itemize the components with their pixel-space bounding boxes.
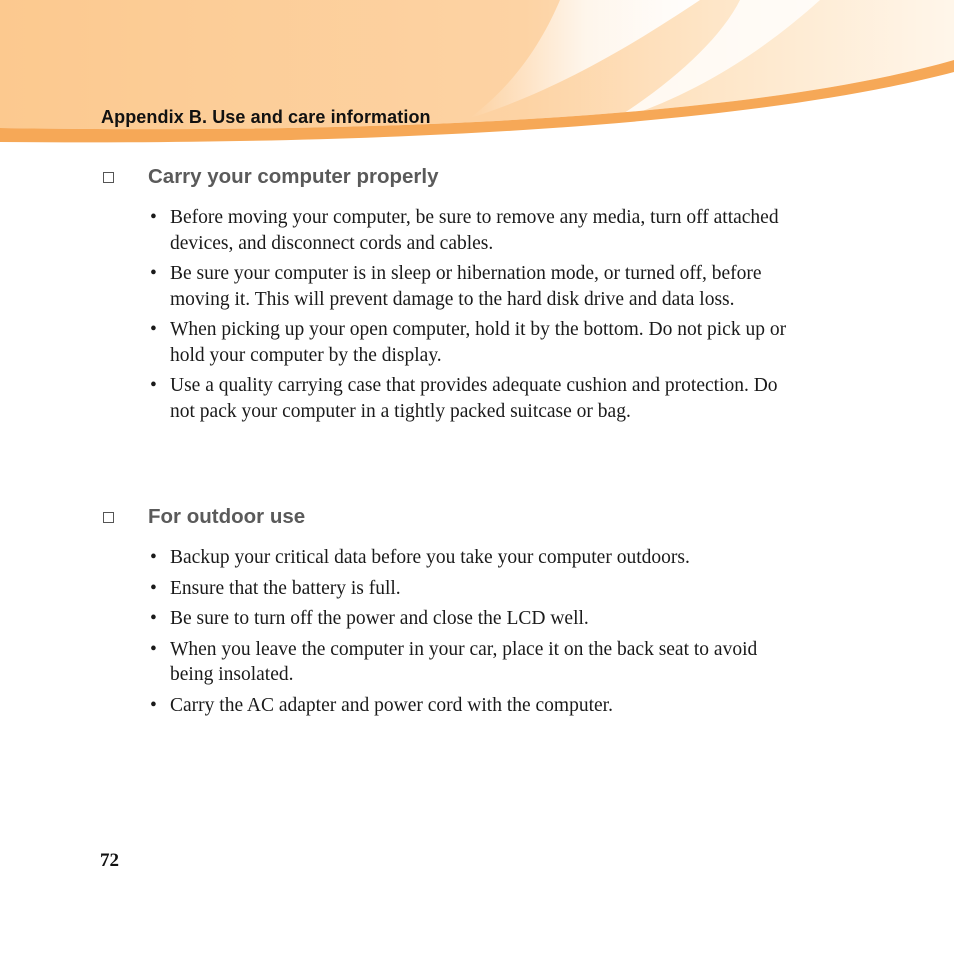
list-item: • Before moving your computer, be sure to remove any media, turn off attached devices, and disconnect cords and cables. (150, 207, 779, 254)
bullet-icon: • (150, 608, 157, 629)
list-item: • Backup your critical data before you take your computer outdoors. (150, 545, 795, 571)
header-title: Appendix B. Use and care information (101, 107, 431, 127)
bullet-icon: • (150, 207, 157, 228)
list-item: • When picking up your open computer, hold it by the bottom. Do not pick up or hold your computer by the display. (150, 319, 787, 366)
section-heading-text: Carry your computer properly (148, 165, 439, 188)
bullet-icon: • (150, 319, 157, 340)
list-item: • When you leave the computer in your car, place it on the back seat to avoid being insolated. (150, 638, 758, 685)
list-item: • Carry the AC adapter and power cord with the computer. (150, 693, 795, 719)
section-heading (101, 163, 821, 191)
bullet-icon: • (150, 547, 157, 568)
section-outdoor (101, 503, 821, 723)
page-number: 72 (100, 850, 119, 871)
section-heading-text: For outdoor use (148, 505, 306, 528)
bullet-list (150, 205, 795, 424)
square-bullet-icon (103, 172, 114, 183)
bullet-icon: • (150, 577, 157, 599)
section-heading (101, 503, 821, 531)
section-carry (101, 163, 821, 429)
square-bullet-icon (103, 512, 114, 523)
list-item: • Be sure to turn off the power and close the LCD well. (150, 606, 795, 632)
list-item: • Use a quality carrying case that provides adequate cushion and protection. Do not pack your computer in a tightly packed suitcase or bag. (150, 375, 778, 422)
bullet-icon: • (150, 694, 157, 716)
bullet-list (150, 545, 795, 718)
bullet-icon: • (150, 638, 157, 660)
bullet-icon: • (150, 263, 157, 284)
list-item: • Ensure that the battery is full. (150, 576, 795, 602)
list-item: • Be sure your computer is in sleep or hibernation mode, or turned off, before moving it. This will prevent damage to the hard disk drive and data loss. (150, 263, 762, 310)
bullet-icon: • (150, 375, 157, 396)
